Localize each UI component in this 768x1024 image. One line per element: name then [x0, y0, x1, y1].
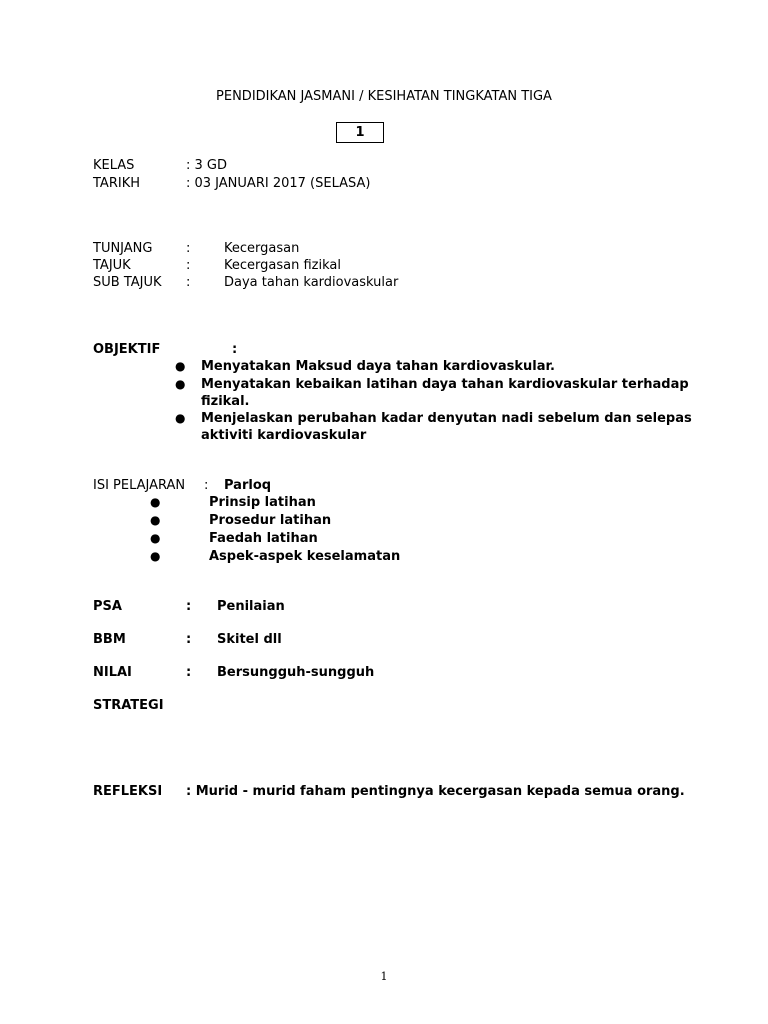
refleksi-value: : Murid - murid faham pentingnya kecergasan kepada semua orang.	[186, 784, 685, 799]
tarikh-label: TARIKH	[93, 176, 140, 191]
nilai-label: NILAI	[93, 665, 132, 680]
subtajuk-colon: :	[186, 275, 191, 290]
tajuk-label: TAJUK	[93, 258, 131, 273]
objektif-colon: :	[232, 342, 238, 357]
objektif-item-1: Menyatakan Maksud daya tahan kardiovaskular.	[201, 359, 555, 374]
bullet-icon: ●	[150, 495, 161, 509]
nilai-colon: :	[186, 665, 192, 680]
objektif-item-3: Menjelaskan perubahan kadar denyutan nadi sebelum dan selepas	[201, 411, 692, 426]
isi-pelajaran-value: Parloq	[224, 478, 272, 493]
lesson-number-box: 1	[336, 122, 384, 143]
bullet-icon: ●	[150, 549, 161, 563]
bullet-icon: ●	[150, 531, 161, 545]
bbm-colon: :	[186, 632, 192, 647]
isi-item-4: Aspek-aspek keselamatan	[209, 549, 401, 564]
objektif-label: OBJEKTIF	[93, 342, 161, 357]
objektif-item-2-cont: fizikal.	[201, 394, 250, 409]
kelas-value: : 3 GD	[186, 158, 227, 173]
subtajuk-value: Daya tahan kardiovaskular	[224, 275, 399, 290]
isi-item-2: Prosedur latihan	[209, 513, 332, 528]
bullet-icon: ●	[175, 411, 186, 425]
bullet-icon: ●	[175, 377, 186, 391]
strategi-label: STRATEGI	[93, 698, 164, 713]
page-number: 1	[380, 970, 388, 983]
psa-colon: :	[186, 599, 192, 614]
objektif-item-3-cont: aktiviti kardiovaskular	[201, 428, 367, 443]
tunjang-colon: :	[186, 241, 191, 256]
document-title: PENDIDIKAN JASMANI / KESIHATAN TINGKATAN TIGA	[216, 89, 552, 104]
objektif-item-2: Menyatakan kebaikan latihan daya tahan kardiovaskular terhadap	[201, 377, 689, 392]
tunjang-label: TUNJANG	[93, 241, 153, 256]
tunjang-value: Kecergasan	[224, 241, 300, 256]
isi-item-1: Prinsip latihan	[209, 495, 316, 510]
isi-pelajaran-colon: :	[204, 478, 209, 493]
tajuk-colon: :	[186, 258, 191, 273]
refleksi-label: REFLEKSI	[93, 784, 163, 799]
bullet-icon: ●	[150, 513, 161, 527]
psa-label: PSA	[93, 599, 122, 614]
bbm-value: Skitel dll	[217, 632, 282, 647]
tajuk-value: Kecergasan fizikal	[224, 258, 341, 273]
psa-value: Penilaian	[217, 599, 285, 614]
nilai-value: Bersungguh-sungguh	[217, 665, 375, 680]
tarikh-value: : 03 JANUARI 2017 (SELASA)	[186, 176, 371, 191]
bbm-label: BBM	[93, 632, 126, 647]
isi-item-3: Faedah latihan	[209, 531, 318, 546]
kelas-label: KELAS	[93, 158, 135, 173]
bullet-icon: ●	[175, 359, 186, 373]
subtajuk-label: SUB TAJUK	[93, 275, 162, 290]
isi-pelajaran-label: ISI PELAJARAN	[93, 478, 186, 493]
